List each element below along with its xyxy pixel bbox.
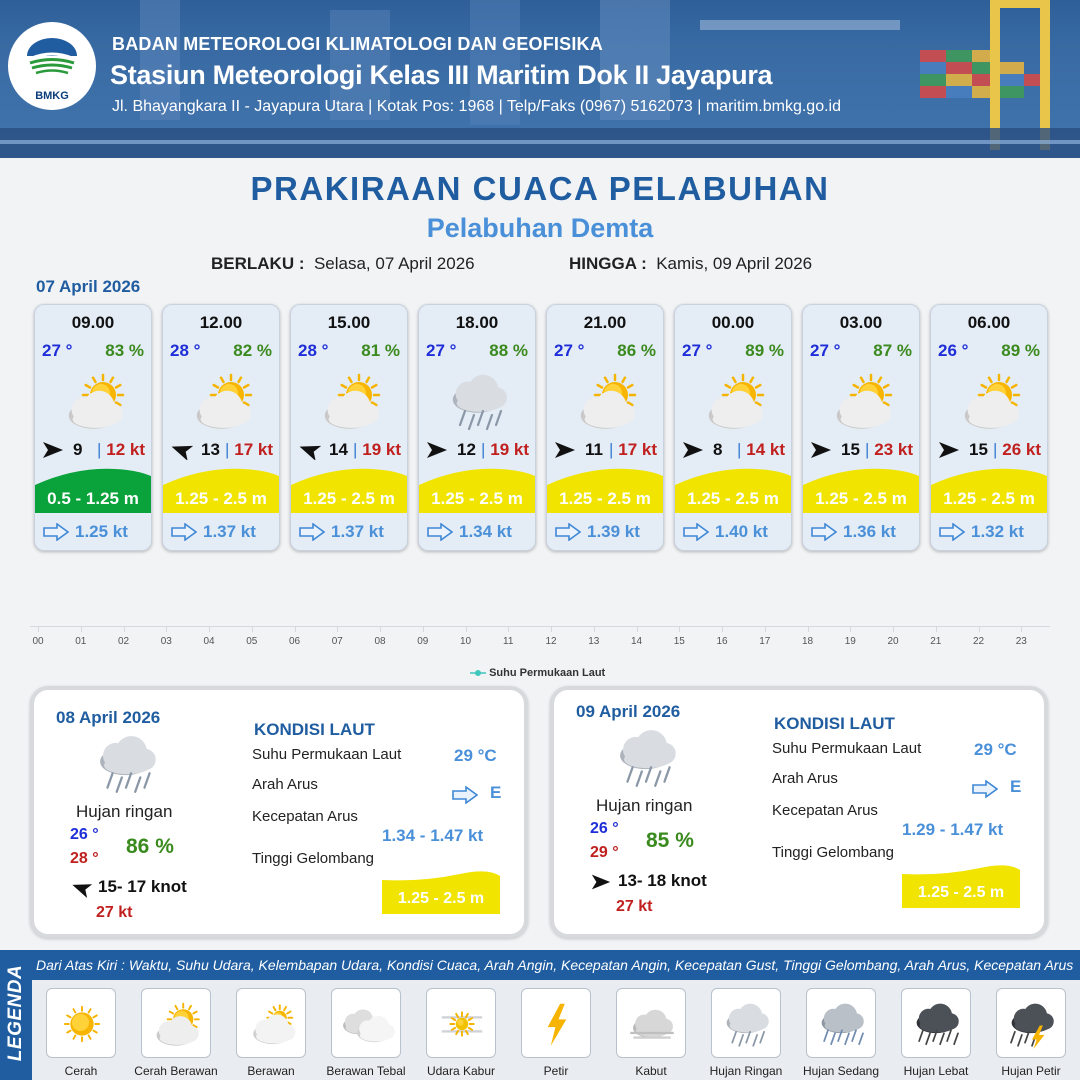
card-time: 15.00 xyxy=(327,313,371,332)
wind-arrow-icon xyxy=(809,440,833,460)
timeline-tick: 13 xyxy=(588,636,600,647)
timeline-tick: 06 xyxy=(288,636,301,647)
current-speed: 1.39 kt xyxy=(587,522,640,541)
header-banner xyxy=(0,0,1080,158)
legend-item xyxy=(426,988,496,1058)
wind-arrow-icon xyxy=(681,440,705,460)
fog-icon xyxy=(624,996,680,1052)
wind-separator: | xyxy=(993,440,998,459)
timeline-tick: 23 xyxy=(1015,636,1027,647)
legend-item-label: Petir xyxy=(543,1064,569,1078)
timeline-tick-mark xyxy=(808,626,809,632)
day-temp-max: 29 ° xyxy=(590,844,619,861)
wind-speed: 15 xyxy=(969,440,988,459)
wind-separator: | xyxy=(865,440,870,459)
legend-side xyxy=(0,950,32,1080)
day-temp-min: 26 ° xyxy=(590,820,619,837)
day-temp-max: 28 ° xyxy=(70,850,99,867)
wind-arrow-icon xyxy=(70,878,92,898)
day-gust: 27 kt xyxy=(96,904,133,921)
card-humidity: 89 % xyxy=(1001,341,1040,360)
legend-item xyxy=(806,988,876,1058)
legend-item-label: Hujan Petir xyxy=(1001,1064,1061,1078)
lightning-icon xyxy=(529,996,585,1052)
legend-item-label: Cerah xyxy=(64,1064,98,1078)
card-current xyxy=(547,519,663,549)
wind-gust: 23 kt xyxy=(874,440,913,459)
current-speed: 1.34 kt xyxy=(459,522,512,541)
wave-height: 1.25 - 2.5 m xyxy=(687,489,779,508)
timeline-tick-mark xyxy=(38,626,39,632)
timeline-tick: 15 xyxy=(673,636,685,647)
card-time: 00.00 xyxy=(711,313,755,332)
legend-description: Dari Atas Kiri : Waktu, Suhu Udara, Kelembapan Udara, Kondisi Cuaca, Arah Angin, Kecepatan Angin, Kecepatan Gust, Tinggi Gelombang, Arah Arus, Kecepatan Arus xyxy=(36,957,1074,973)
current-speed-label: Kecepatan Arus xyxy=(772,802,878,819)
wind-gust: 26 kt xyxy=(1002,440,1041,459)
timeline-tick: 01 xyxy=(75,636,87,647)
valid-from xyxy=(211,254,475,274)
sst-label: Suhu Permukaan Laut xyxy=(772,740,922,757)
timeline-tick-mark xyxy=(979,626,980,632)
wind-speed: 9 xyxy=(73,440,83,459)
card-temp: 26 ° xyxy=(938,341,969,360)
legend-item xyxy=(46,988,116,1058)
sst-value: 29 °C xyxy=(454,746,497,765)
timeline-tick-mark xyxy=(81,626,82,632)
wave-height: 1.25 - 2.5 m xyxy=(943,489,1035,508)
card-wind xyxy=(295,439,403,461)
timeline-tick: 00 xyxy=(32,636,44,647)
timeline-tick: 20 xyxy=(887,636,899,647)
day1-date: 07 April 2026 xyxy=(36,277,141,296)
wave-height: 1.25 - 2.5 m xyxy=(175,489,267,508)
timeline-tick-mark xyxy=(637,626,638,632)
day-gust: 27 kt xyxy=(616,898,653,915)
current-speed: 1.32 kt xyxy=(971,522,1024,541)
wind-arrow-icon xyxy=(169,440,193,460)
card-temp: 27 ° xyxy=(554,341,585,360)
card-humidity: 86 % xyxy=(617,341,656,360)
timeline-tick: 17 xyxy=(759,636,771,647)
timeline-tick: 07 xyxy=(331,636,343,647)
legend-description-bar xyxy=(32,950,1080,980)
valid-to xyxy=(569,254,812,274)
timeline-tick-mark xyxy=(166,626,167,632)
wind-separator: | xyxy=(481,440,486,459)
partly-cloudy-icon xyxy=(699,369,771,433)
card-time: 03.00 xyxy=(839,313,883,332)
kondisi-laut-title: KONDISI LAUT xyxy=(254,720,375,739)
forecast-card xyxy=(290,304,408,551)
current-speed: 1.36 kt xyxy=(843,522,896,541)
sst-label: Suhu Permukaan Laut xyxy=(252,746,402,763)
day-condition: Hujan ringan xyxy=(76,802,173,821)
day-panel xyxy=(550,686,1048,938)
legend-item-label: Kabut xyxy=(635,1064,667,1078)
timeline-tick: 04 xyxy=(203,636,215,647)
forecast-card xyxy=(546,304,664,551)
timeline-tick: 08 xyxy=(374,636,386,647)
day-panel xyxy=(30,686,528,938)
current-arrow-icon xyxy=(427,523,453,541)
timeline-tick: 18 xyxy=(801,636,814,647)
wind-arrow-icon xyxy=(590,872,612,892)
sunny-icon xyxy=(54,996,110,1052)
timeline-tick: 14 xyxy=(630,636,643,647)
thunderstorm-icon xyxy=(1004,996,1060,1052)
timeline-tick-mark xyxy=(850,626,851,632)
timeline-tick: 11 xyxy=(503,636,514,647)
legend-item xyxy=(616,988,686,1058)
current-arrow-icon xyxy=(683,523,709,541)
wind-speed: 12 xyxy=(457,440,476,459)
timeline-tick: 02 xyxy=(117,636,130,647)
legend-item-label: Cerah Berawan xyxy=(134,1064,218,1078)
timeline-tick-mark xyxy=(423,626,424,632)
wave-height: 0.5 - 1.25 m xyxy=(47,489,139,508)
timeline-tick-mark xyxy=(1021,626,1022,632)
current-arrow-icon xyxy=(811,523,837,541)
card-humidity: 87 % xyxy=(873,341,912,360)
card-current xyxy=(931,519,1047,549)
wind-gust: 19 kt xyxy=(490,440,529,459)
current-dir-label: Arah Arus xyxy=(252,776,318,793)
logo-text: BMKG xyxy=(35,90,69,102)
timeline-tick-mark xyxy=(124,626,125,632)
card-wind xyxy=(679,439,787,461)
wind-arrow-icon xyxy=(41,440,65,460)
card-temp: 27 ° xyxy=(426,341,457,360)
valid-from-label: BERLAKU : xyxy=(211,254,305,273)
card-time: 09.00 xyxy=(71,313,115,332)
card-wind xyxy=(551,439,659,461)
light-rain-icon xyxy=(443,369,515,433)
timeline-tick: 19 xyxy=(844,636,856,647)
card-current xyxy=(291,519,407,549)
overcast-icon xyxy=(339,996,395,1052)
partly-cloudy-icon xyxy=(187,369,259,433)
timeline-tick: 10 xyxy=(459,636,472,647)
card-current xyxy=(803,519,919,549)
timeline-tick: 09 xyxy=(417,636,429,647)
cloudy-icon xyxy=(244,996,300,1052)
timeline-tick: 16 xyxy=(716,636,728,647)
legend-item-label: Hujan Sedang xyxy=(802,1064,880,1078)
wave-height: 1.25 - 2.5 m xyxy=(917,884,1005,901)
timeline-tick-mark xyxy=(466,626,467,632)
heavy-rain-icon xyxy=(909,996,965,1052)
forecast-card xyxy=(418,304,536,551)
legend-item-label: Hujan Lebat xyxy=(903,1064,969,1078)
timeline-tick: 22 xyxy=(972,636,985,647)
card-wind xyxy=(39,439,147,461)
wind-separator: | xyxy=(737,440,742,459)
current-speed: 1.37 kt xyxy=(331,522,384,541)
current-speed-value: 1.29 - 1.47 kt xyxy=(902,820,1004,839)
current-arrow-icon xyxy=(939,523,965,541)
forecast-card xyxy=(930,304,1048,551)
wind-separator: | xyxy=(97,440,102,459)
timeline-tick-mark xyxy=(594,626,595,632)
legend-item-label: Berawan xyxy=(247,1064,295,1078)
day-humidity: 85 % xyxy=(646,829,694,852)
current-dir-value: E xyxy=(490,783,502,802)
card-time: 06.00 xyxy=(967,313,1011,332)
partly-cloudy-icon xyxy=(827,369,899,433)
wind-separator: | xyxy=(609,440,614,459)
day-wind: 15- 17 knot xyxy=(98,877,187,896)
day-date: 09 April 2026 xyxy=(576,702,681,721)
wind-speed: 15 xyxy=(841,440,860,459)
day-date: 08 April 2026 xyxy=(56,708,161,727)
legend-item xyxy=(996,988,1066,1058)
timeline-axis-line xyxy=(30,626,1050,627)
card-wind xyxy=(935,439,1043,461)
valid-to-label: HINGGA : xyxy=(569,254,647,273)
wind-separator: | xyxy=(353,440,358,459)
valid-from-value: Selasa, 07 April 2026 xyxy=(313,254,475,273)
legend-item-label: Udara Kabur xyxy=(426,1064,496,1078)
wind-gust: 17 kt xyxy=(234,440,273,459)
card-humidity: 83 % xyxy=(105,341,144,360)
wind-gust: 17 kt xyxy=(618,440,657,459)
timeline-tick-mark xyxy=(337,626,338,632)
legend-item-label: Berawan Tebal xyxy=(326,1064,406,1078)
card-time: 18.00 xyxy=(455,313,499,332)
sst-legend-label: Suhu Permukaan Laut xyxy=(489,667,606,679)
timeline-tick-mark xyxy=(551,626,552,632)
kondisi-laut-title: KONDISI LAUT xyxy=(774,714,895,733)
card-humidity: 89 % xyxy=(745,341,784,360)
legend-item xyxy=(141,988,211,1058)
card-wind xyxy=(423,439,531,461)
card-current xyxy=(675,519,791,549)
day-wind: 13- 18 knot xyxy=(618,871,707,890)
partly-cloudy-icon xyxy=(955,369,1027,433)
legend-item xyxy=(711,988,781,1058)
wave-label: Tinggi Gelombang xyxy=(772,844,895,861)
card-temp: 27 ° xyxy=(42,341,73,360)
wind-separator: | xyxy=(225,440,230,459)
wind-speed: 11 xyxy=(585,440,603,459)
timeline-tick-mark xyxy=(936,626,937,632)
partly-cloudy-icon xyxy=(149,996,205,1052)
card-time: 12.00 xyxy=(199,313,243,332)
current-speed: 1.40 kt xyxy=(715,522,768,541)
card-humidity: 81 % xyxy=(361,341,400,360)
timeline-tick-mark xyxy=(679,626,680,632)
forecast-card xyxy=(162,304,280,551)
forecast-card xyxy=(674,304,792,551)
current-arrow-icon xyxy=(171,523,197,541)
timeline-tick: 03 xyxy=(160,636,172,647)
current-arrow-icon xyxy=(43,523,69,541)
legend-item xyxy=(236,988,306,1058)
current-arrow-icon xyxy=(452,786,478,804)
wind-arrow-icon xyxy=(297,440,321,460)
card-temp: 28 ° xyxy=(298,341,329,360)
port-name: Pelabuhan Demta xyxy=(426,213,654,243)
timeline-tick-mark xyxy=(252,626,253,632)
current-speed-value: 1.34 - 1.47 kt xyxy=(382,826,484,845)
light-rain-icon xyxy=(610,724,684,790)
valid-to-value: Kamis, 09 April 2026 xyxy=(656,254,813,273)
current-speed-label: Kecepatan Arus xyxy=(252,808,358,825)
sst-value: 29 °C xyxy=(974,740,1017,759)
haze-icon xyxy=(434,996,490,1052)
wave-label: Tinggi Gelombang xyxy=(252,850,375,867)
light-rain-icon xyxy=(719,996,775,1052)
moderate-rain-icon xyxy=(814,996,870,1052)
page-title: PRAKIRAAN CUACA PELABUHAN xyxy=(250,170,830,207)
timeline-tick-mark xyxy=(209,626,210,632)
wind-arrow-icon xyxy=(937,440,961,460)
wind-gust: 14 kt xyxy=(746,440,785,459)
wave-height: 1.25 - 2.5 m xyxy=(397,890,485,907)
org-name: BADAN METEOROLOGI KLIMATOLOGI DAN GEOFISIKA xyxy=(112,34,603,54)
legend-item-label: Hujan Ringan xyxy=(709,1064,783,1078)
timeline-tick: 21 xyxy=(930,636,942,647)
partly-cloudy-icon xyxy=(315,369,387,433)
card-wind xyxy=(167,439,275,461)
wind-arrow-icon xyxy=(553,440,577,460)
current-speed: 1.25 kt xyxy=(75,522,128,541)
wave-height: 1.25 - 2.5 m xyxy=(815,489,907,508)
day-temp-min: 26 ° xyxy=(70,826,99,843)
current-arrow-icon xyxy=(972,780,998,798)
current-dir-label: Arah Arus xyxy=(772,770,838,787)
day-condition: Hujan ringan xyxy=(596,796,693,815)
legend-item xyxy=(521,988,591,1058)
timeline-tick-mark xyxy=(295,626,296,632)
legend-item xyxy=(901,988,971,1058)
station-name: Stasiun Meteorologi Kelas III Maritim Dok II Jayapura xyxy=(110,60,773,90)
light-rain-icon xyxy=(90,730,164,796)
card-temp: 27 ° xyxy=(682,341,713,360)
card-current xyxy=(163,519,279,549)
partly-cloudy-icon xyxy=(571,369,643,433)
card-wind xyxy=(807,439,915,461)
timeline-tick-mark xyxy=(508,626,509,632)
timeline-tick: 12 xyxy=(545,636,557,647)
timeline-tick: 05 xyxy=(246,636,258,647)
wind-speed: 14 xyxy=(329,440,348,459)
timeline-tick-mark xyxy=(722,626,723,632)
partly-cloudy-icon xyxy=(59,369,131,433)
card-current xyxy=(35,519,151,549)
wind-gust: 19 kt xyxy=(362,440,401,459)
wind-speed: 13 xyxy=(201,440,220,459)
wind-speed: 8 xyxy=(713,440,723,459)
day-humidity: 86 % xyxy=(126,835,174,858)
wave-height: 1.25 - 2.5 m xyxy=(559,489,651,508)
current-dir-value: E xyxy=(1010,777,1022,796)
legend-item xyxy=(331,988,401,1058)
wind-arrow-icon xyxy=(425,440,449,460)
current-arrow-icon xyxy=(299,523,325,541)
card-humidity: 88 % xyxy=(489,341,528,360)
timeline-tick-mark xyxy=(380,626,381,632)
card-current xyxy=(419,519,535,549)
station-address: Jl. Bhayangkara II - Jayapura Utara | Kotak Pos: 1968 | Telp/Faks (0967) 5162073 | maritim.bmkg.go.id xyxy=(112,98,841,115)
current-speed: 1.37 kt xyxy=(203,522,256,541)
bmkg-logo-mark xyxy=(22,36,82,76)
sst-legend-marker xyxy=(470,669,486,677)
forecast-card xyxy=(802,304,920,551)
current-arrow-icon xyxy=(555,523,581,541)
sst-legend xyxy=(470,667,605,679)
legend-title: LEGENDA xyxy=(5,964,26,1062)
wind-gust: 12 kt xyxy=(106,440,145,459)
card-temp: 27 ° xyxy=(810,341,841,360)
card-temp: 28 ° xyxy=(170,341,201,360)
timeline-tick-mark xyxy=(893,626,894,632)
wave-height: 1.25 - 2.5 m xyxy=(303,489,395,508)
timeline-tick-mark xyxy=(765,626,766,632)
wave-height: 1.25 - 2.5 m xyxy=(431,489,523,508)
card-humidity: 82 % xyxy=(233,341,272,360)
card-time: 21.00 xyxy=(583,313,627,332)
forecast-card xyxy=(34,304,152,551)
